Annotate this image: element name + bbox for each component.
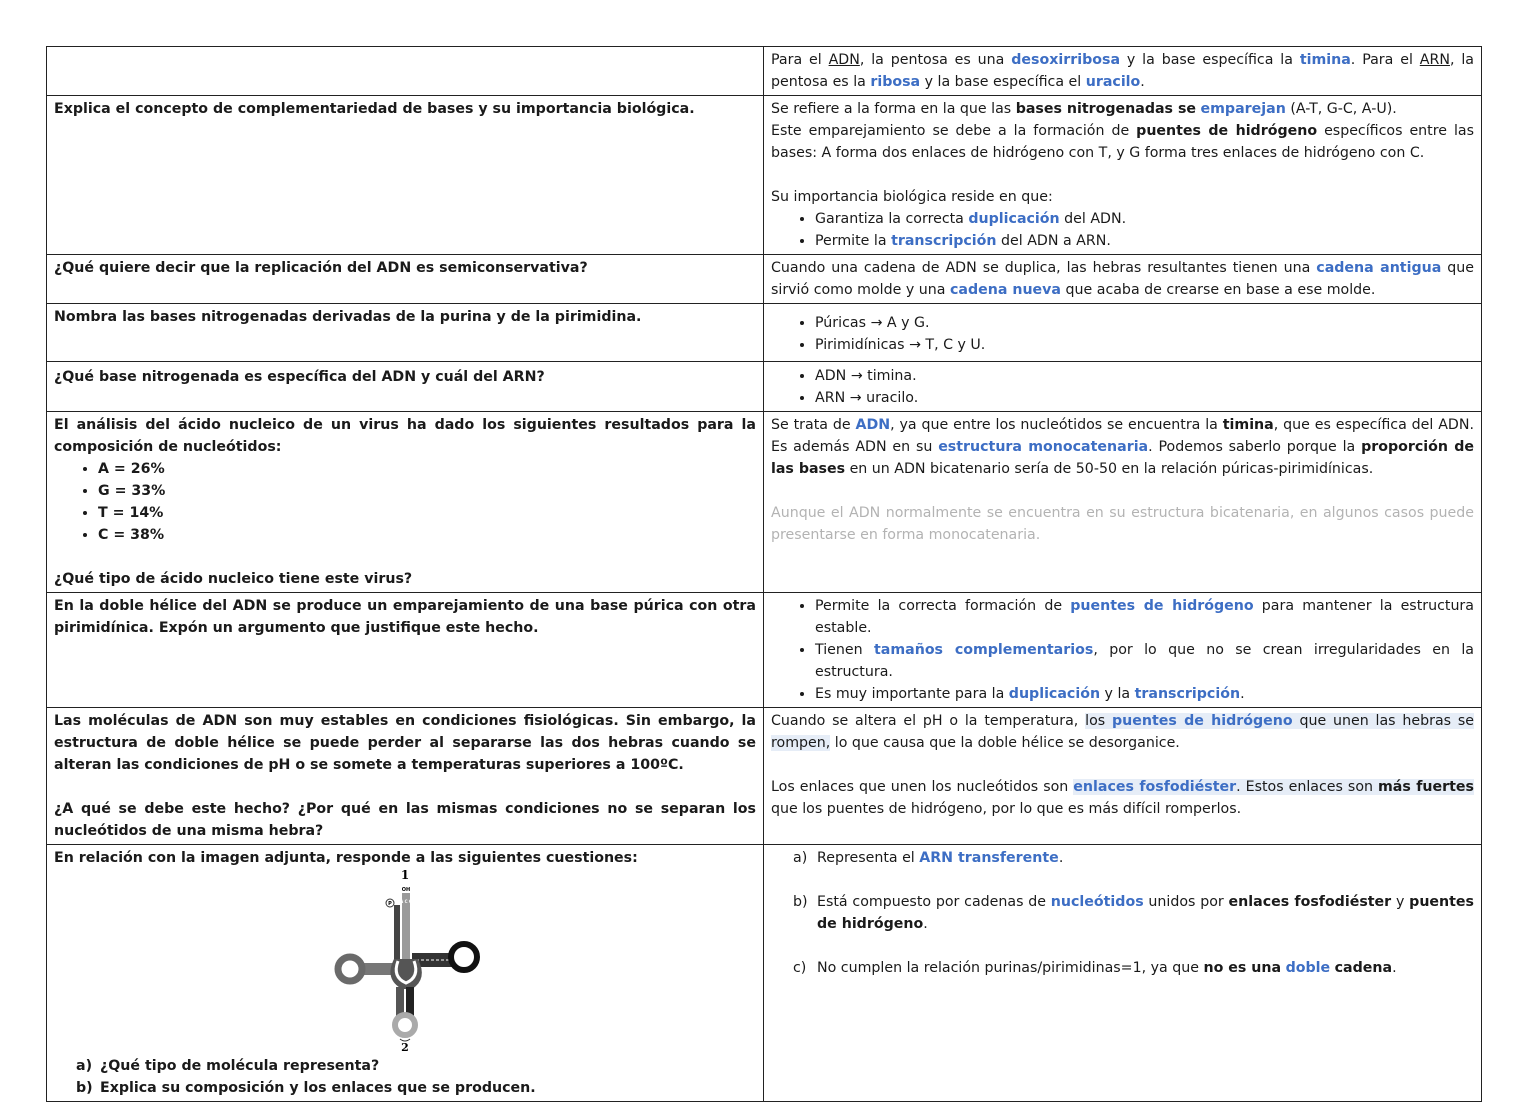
composition-list	[54, 458, 756, 546]
qa-sheet	[46, 46, 1481, 1102]
answer-cell: Para el ADN, la pentosa es una desoxirribosa y la base específica la timina. Para el ARN, la pentosa es la ribosa y la base específica el uracilo.	[764, 47, 1482, 96]
list-item: • C = 38%	[98, 524, 756, 546]
answer-cell	[764, 593, 1482, 708]
table-row	[47, 412, 1482, 593]
question-cell: ¿Qué quiere decir que la replicación del ADN es semiconservativa?	[47, 255, 764, 304]
list-item: • ADN → timina.	[815, 365, 1474, 387]
list-item: • Tienen tamaños complementarios, por lo que no se crean irregularidades en la estructura.	[815, 639, 1474, 683]
trna-figure	[54, 869, 756, 1055]
sub-answer-a: a) Representa el ARN transferente.	[793, 850, 1064, 866]
answer-cell	[764, 845, 1482, 1102]
trna-cloverleaf-diagram	[324, 869, 484, 1053]
question-cell: En relación con la imagen adjunta, responde a las siguientes cuestiones: 1 OH A C C P 2 a) ¿Qué tipo de molécula representa? b) Explica su composición y los enlaces que se producen.	[47, 845, 764, 1102]
trna-oh-label: OH	[401, 887, 411, 893]
table-row	[47, 362, 1482, 412]
list-item: • Es muy importante para la duplicación y la transcripción.	[815, 683, 1474, 705]
answer-list	[771, 595, 1474, 705]
list-item: • Púricas → A y G.	[815, 312, 1474, 334]
list-item: • Permite la transcripción del ADN a ARN.	[815, 230, 1474, 252]
table-row	[47, 845, 1482, 1102]
question-cell: El análisis del ácido nucleico de un virus ha dado los siguientes resultados para la composición de nucleótidos: • A = 26% • G = 33% • T = 14% • C = 38% ¿Qué tipo de ácido nucleico tiene este virus?	[47, 412, 764, 593]
question-cell	[47, 47, 764, 96]
answer-cell	[764, 362, 1482, 412]
question-cell: Explica el concepto de complementariedad de bases y su importancia biológica.	[47, 96, 764, 255]
table-row	[47, 96, 1482, 255]
qa-table	[46, 46, 1482, 1102]
table-row	[47, 255, 1482, 304]
question-cell: Las moléculas de ADN son muy estables en condiciones fisiológicas. Sin embargo, la estructura de doble hélice se puede perder al separarse las dos hebras cuando se alteran las condiciones de pH o se somete a temperaturas superiores a 100ºC. ¿A qué se debe este hecho? ¿Por qué en las mismas condiciones no se separan los nucleótidos de una misma hebra?	[47, 708, 764, 845]
sub-answer-c: c) No cumplen la relación purinas/pirimidinas=1, ya que no es una doble cadena.	[793, 960, 1397, 976]
sub-answer-b: b) Está compuesto por cadenas de nucleótidos unidos por enlaces fosfodiéster y puentes de hidrógeno.	[793, 894, 1474, 932]
list-item: • Garantiza la correcta duplicación del ADN.	[815, 208, 1474, 230]
answer-cell: Se refiere a la forma en la que las bases nitrogenadas se emparejan (A-T, G-C, A-U). Este emparejamiento se debe a la formación de puentes de hidrógeno específicos entre las bases: A forma dos enlaces de hidrógeno con T, y G forma tres enlaces de hidrógeno con C. Su importancia biológica reside en que: • Garantiza la correcta duplicación del ADN. • Permite la transcripción del ADN a ARN.	[764, 96, 1482, 255]
sub-question-b: b) Explica su composición y los enlaces que se producen.	[76, 1080, 536, 1096]
list-item: • A = 26%	[98, 458, 756, 480]
question-cell: Nombra las bases nitrogenadas derivadas de la purina y de la pirimidina.	[47, 304, 764, 362]
table-row	[47, 304, 1482, 362]
table-row	[47, 593, 1482, 708]
anticodon-loop	[395, 1015, 415, 1035]
list-item: • ARN → uracilo.	[815, 387, 1474, 409]
question-cell: En la doble hélice del ADN se produce un emparejamiento de una base púrica con otra pirimidínica. Expón un argumento que justifique este hecho.	[47, 593, 764, 708]
answer-cell: Cuando se altera el pH o la temperatura, los puentes de hidrógeno que unen las hebras se rompen, lo que causa que la doble hélice se desorganice. Los enlaces que unen los nucleótidos son enlaces fosfodiéster. Estos enlaces son más fuertes que los puentes de hidrógeno, por lo que es más difícil romperlos.	[764, 708, 1482, 845]
d-loop	[338, 957, 362, 981]
trna-label-2: 2	[401, 1041, 409, 1053]
list-item: • G = 33%	[98, 480, 756, 502]
table-row	[47, 708, 1482, 845]
acceptor-stem-pair	[394, 905, 400, 959]
answer-cell	[764, 304, 1482, 362]
answer-list	[771, 208, 1474, 252]
trna-p-label: P	[388, 901, 392, 907]
trna-seq-label: A C C	[400, 899, 412, 904]
sub-answers	[771, 847, 1474, 979]
question-cell: ¿Qué base nitrogenada es específica del ADN y cuál del ARN?	[47, 362, 764, 412]
trna-label-1: 1	[400, 869, 410, 882]
list-item: • T = 14%	[98, 502, 756, 524]
answer-cell: Cuando una cadena de ADN se duplica, las hebras resultantes tienen una cadena antigua que sirvió como molde y una cadena nueva que acaba de crearse en base a ese molde.	[764, 255, 1482, 304]
answer-cell: Se trata de ADN, ya que entre los nucleótidos se encuentra la timina, que es específica del ADN. Es además ADN en su estructura monocatenaria. Podemos saberlo porque la proporción de las bases en un ADN bicatenario sería de 50-50 en la relación púricas-pirimidínicas. Aunque el ADN normalmente se encuentra en su estructura bicatenaria, en algunos casos puede presentarse en forma monocatenaria.	[764, 412, 1482, 593]
sub-question-a: a) ¿Qué tipo de molécula representa?	[76, 1058, 380, 1074]
list-item: • Permite la correcta formación de puentes de hidrógeno para mantener la estructura estable.	[815, 595, 1474, 639]
t-loop	[451, 944, 477, 970]
table-row	[47, 47, 1482, 96]
answer-list	[771, 312, 1474, 356]
list-item: • Pirimidínicas → T, C y U.	[815, 334, 1474, 356]
sub-questions	[54, 1055, 756, 1099]
side-note: Aunque el ADN normalmente se encuentra en su estructura bicatenaria, en algunos casos puede presentarse en forma monocatenaria.	[771, 505, 1474, 543]
answer-list	[771, 365, 1474, 409]
